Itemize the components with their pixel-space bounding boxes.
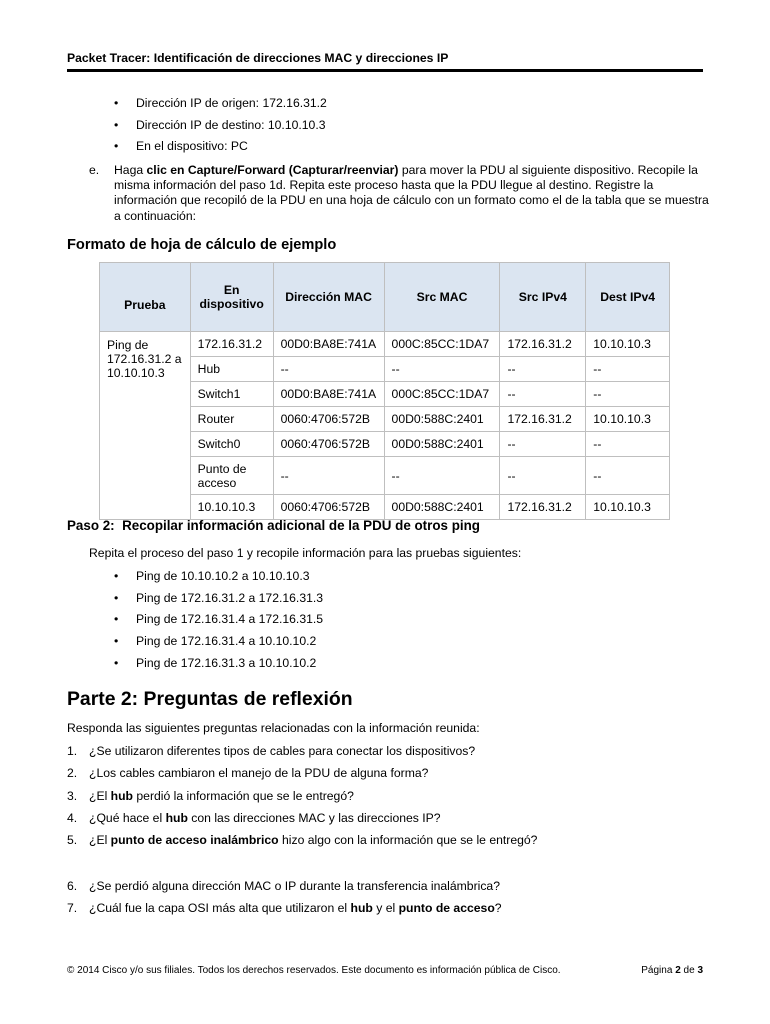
question-text: ¿Qué hace el <box>89 810 166 825</box>
question-bold: punto de acceso inalámbrico <box>110 833 279 848</box>
page-footer <box>67 965 703 976</box>
table-cell: 000C:85CC:1DA7 <box>384 332 500 357</box>
table-cell: Switch0 <box>190 432 273 457</box>
question-item <box>67 833 537 855</box>
question-item <box>67 811 537 833</box>
question-item <box>67 744 537 766</box>
question-list <box>67 744 537 855</box>
question-number: 2. <box>67 766 78 781</box>
column-header: Src MAC <box>384 263 500 332</box>
copyright-text: © 2014 Cisco y/o sus filiales. Todos los derechos reservados. Este documento es información pública de Cisco. <box>67 965 561 976</box>
question-item <box>67 766 537 788</box>
list-item: • Ping de 172.16.31.3 a 10.10.10.2 <box>114 656 323 678</box>
page-current: 2 <box>675 965 681 976</box>
question-text: y el <box>372 901 399 916</box>
table-cell: Punto de acceso <box>190 457 273 495</box>
table-cell: Switch1 <box>190 382 273 407</box>
table-cell: -- <box>500 382 586 407</box>
table-cell: Router <box>190 407 273 432</box>
question-item <box>67 789 537 811</box>
test-cell: Ping de 172.16.31.2 a 10.10.10.3 <box>100 332 191 520</box>
table-cell: -- <box>384 357 500 382</box>
table-cell: -- <box>586 457 670 495</box>
question-text: ¿El <box>89 833 111 848</box>
step-letter: e. <box>89 163 100 177</box>
question-text: perdió la información que se le entregó? <box>133 788 354 803</box>
list-item: • Ping de 10.10.10.2 a 10.10.10.3 <box>114 569 323 591</box>
list-item: • Ping de 172.16.31.2 a 172.16.31.3 <box>114 591 323 613</box>
page-number <box>641 965 703 976</box>
page-of: de <box>680 965 698 976</box>
question-bold: punto de acceso <box>398 901 495 916</box>
table-cell: 0060:4706:572B <box>273 495 384 520</box>
question-item <box>67 901 502 923</box>
page-header-title: Packet Tracer: Identificación de direcciones MAC y direcciones IP <box>67 51 449 65</box>
column-header: Dirección MAC <box>273 263 384 332</box>
question-text: hizo algo con la información que se le entregó? <box>278 833 538 848</box>
question-text: ? <box>494 901 502 916</box>
table-cell: 10.10.10.3 <box>586 495 670 520</box>
question-number: 1. <box>67 744 78 758</box>
page-label: Página <box>641 965 676 976</box>
question-list-2 <box>67 879 502 924</box>
table-cell: -- <box>586 382 670 407</box>
table-cell: 00D0:588C:2401 <box>384 407 500 432</box>
question-bold: hub <box>350 901 373 916</box>
question-number: 3. <box>67 788 78 803</box>
table-cell: -- <box>586 432 670 457</box>
parte2-heading: Parte 2: Preguntas de reflexión <box>67 688 353 710</box>
column-header: Src IPv4 <box>500 263 586 332</box>
list-item: • Dirección IP de origen: 172.16.31.2 <box>114 96 327 118</box>
table-cell: 10.10.10.3 <box>190 495 273 520</box>
parte2-intro: Responda las siguientes preguntas relacionadas con la información reunida: <box>67 721 480 735</box>
table-cell: -- <box>384 457 500 495</box>
question-bold: hub <box>165 810 188 825</box>
question-number: 4. <box>67 810 78 825</box>
table-cell: -- <box>500 357 586 382</box>
question-item <box>67 879 502 901</box>
table-cell: 0060:4706:572B <box>273 407 384 432</box>
step-e-pre: Haga <box>114 163 147 177</box>
table-cell: -- <box>500 432 586 457</box>
table-cell: 10.10.10.3 <box>586 407 670 432</box>
list-item: • Ping de 172.16.31.4 a 10.10.10.2 <box>114 634 323 656</box>
table-cell: -- <box>586 357 670 382</box>
question-text: con las direcciones MAC y las direcciones IP? <box>187 810 441 825</box>
question-number: 5. <box>67 833 78 848</box>
question-number: 6. <box>67 879 78 893</box>
table-heading: Formato de hoja de cálculo de ejemplo <box>67 237 337 253</box>
paso2-intro: Repita el proceso del paso 1 y recopile información para las pruebas siguientes: <box>89 546 522 560</box>
column-header: En dispositivo <box>190 263 273 332</box>
step-e <box>89 163 709 224</box>
table-cell: 0060:4706:572B <box>273 432 384 457</box>
list-item: • Dirección IP de destino: 10.10.10.3 <box>114 118 327 140</box>
table-cell: 172.16.31.2 <box>500 332 586 357</box>
table-cell: 10.10.10.3 <box>586 332 670 357</box>
question-bold: hub <box>110 788 134 803</box>
table-cell: 00D0:588C:2401 <box>384 495 500 520</box>
table-row <box>100 332 670 357</box>
question-text: ¿Los cables cambiaron el manejo de la PDU de alguna forma? <box>89 766 429 781</box>
header-rule <box>67 69 703 72</box>
question-number: 7. <box>67 901 78 916</box>
table-cell: 000C:85CC:1DA7 <box>384 382 500 407</box>
step-e-bold: clic en Capture/Forward (Capturar/reenviar) <box>146 163 399 177</box>
column-header: Prueba <box>100 263 191 332</box>
question-text: ¿Se utilizaron diferentes tipos de cables para conectar los dispositivos? <box>89 744 476 758</box>
step-e-text <box>114 163 709 224</box>
table-cell: 172.16.31.2 <box>500 495 586 520</box>
paso2-heading: Paso 2: Recopilar información adicional de la PDU de otros ping <box>67 518 480 533</box>
question-text: ¿Se perdió alguna dirección MAC o IP durante la transferencia inalámbrica? <box>89 879 500 893</box>
table-cell: -- <box>273 457 384 495</box>
pdu-table <box>99 262 670 520</box>
page-total: 3 <box>697 965 703 976</box>
question-text: ¿El <box>89 788 111 803</box>
question-text: ¿Cuál fue la capa OSI más alta que utilizaron el <box>89 901 351 916</box>
table-cell: -- <box>273 357 384 382</box>
list-item: • Ping de 172.16.31.4 a 172.16.31.5 <box>114 612 323 634</box>
table-cell: 172.16.31.2 <box>500 407 586 432</box>
table-cell: 172.16.31.2 <box>190 332 273 357</box>
table-cell: Hub <box>190 357 273 382</box>
top-bullet-list <box>114 96 327 161</box>
list-item: • En el dispositivo: PC <box>114 139 327 161</box>
table-cell: -- <box>500 457 586 495</box>
table-cell: 00D0:BA8E:741A <box>273 332 384 357</box>
step-e-post: para mover la PDU al siguiente dispositivo. Recopile la misma información del paso 1d. Repita este proceso hasta que la PDU llegue al destino. Registre la información que recopiló de la PDU en una hoja de cálculo con un formato como el de la tabla que se muestra a continuación: <box>114 163 709 223</box>
table-cell: 00D0:588C:2401 <box>384 432 500 457</box>
table-cell: 00D0:BA8E:741A <box>273 382 384 407</box>
paso2-bullet-list <box>114 569 323 677</box>
column-header: Dest IPv4 <box>586 263 670 332</box>
